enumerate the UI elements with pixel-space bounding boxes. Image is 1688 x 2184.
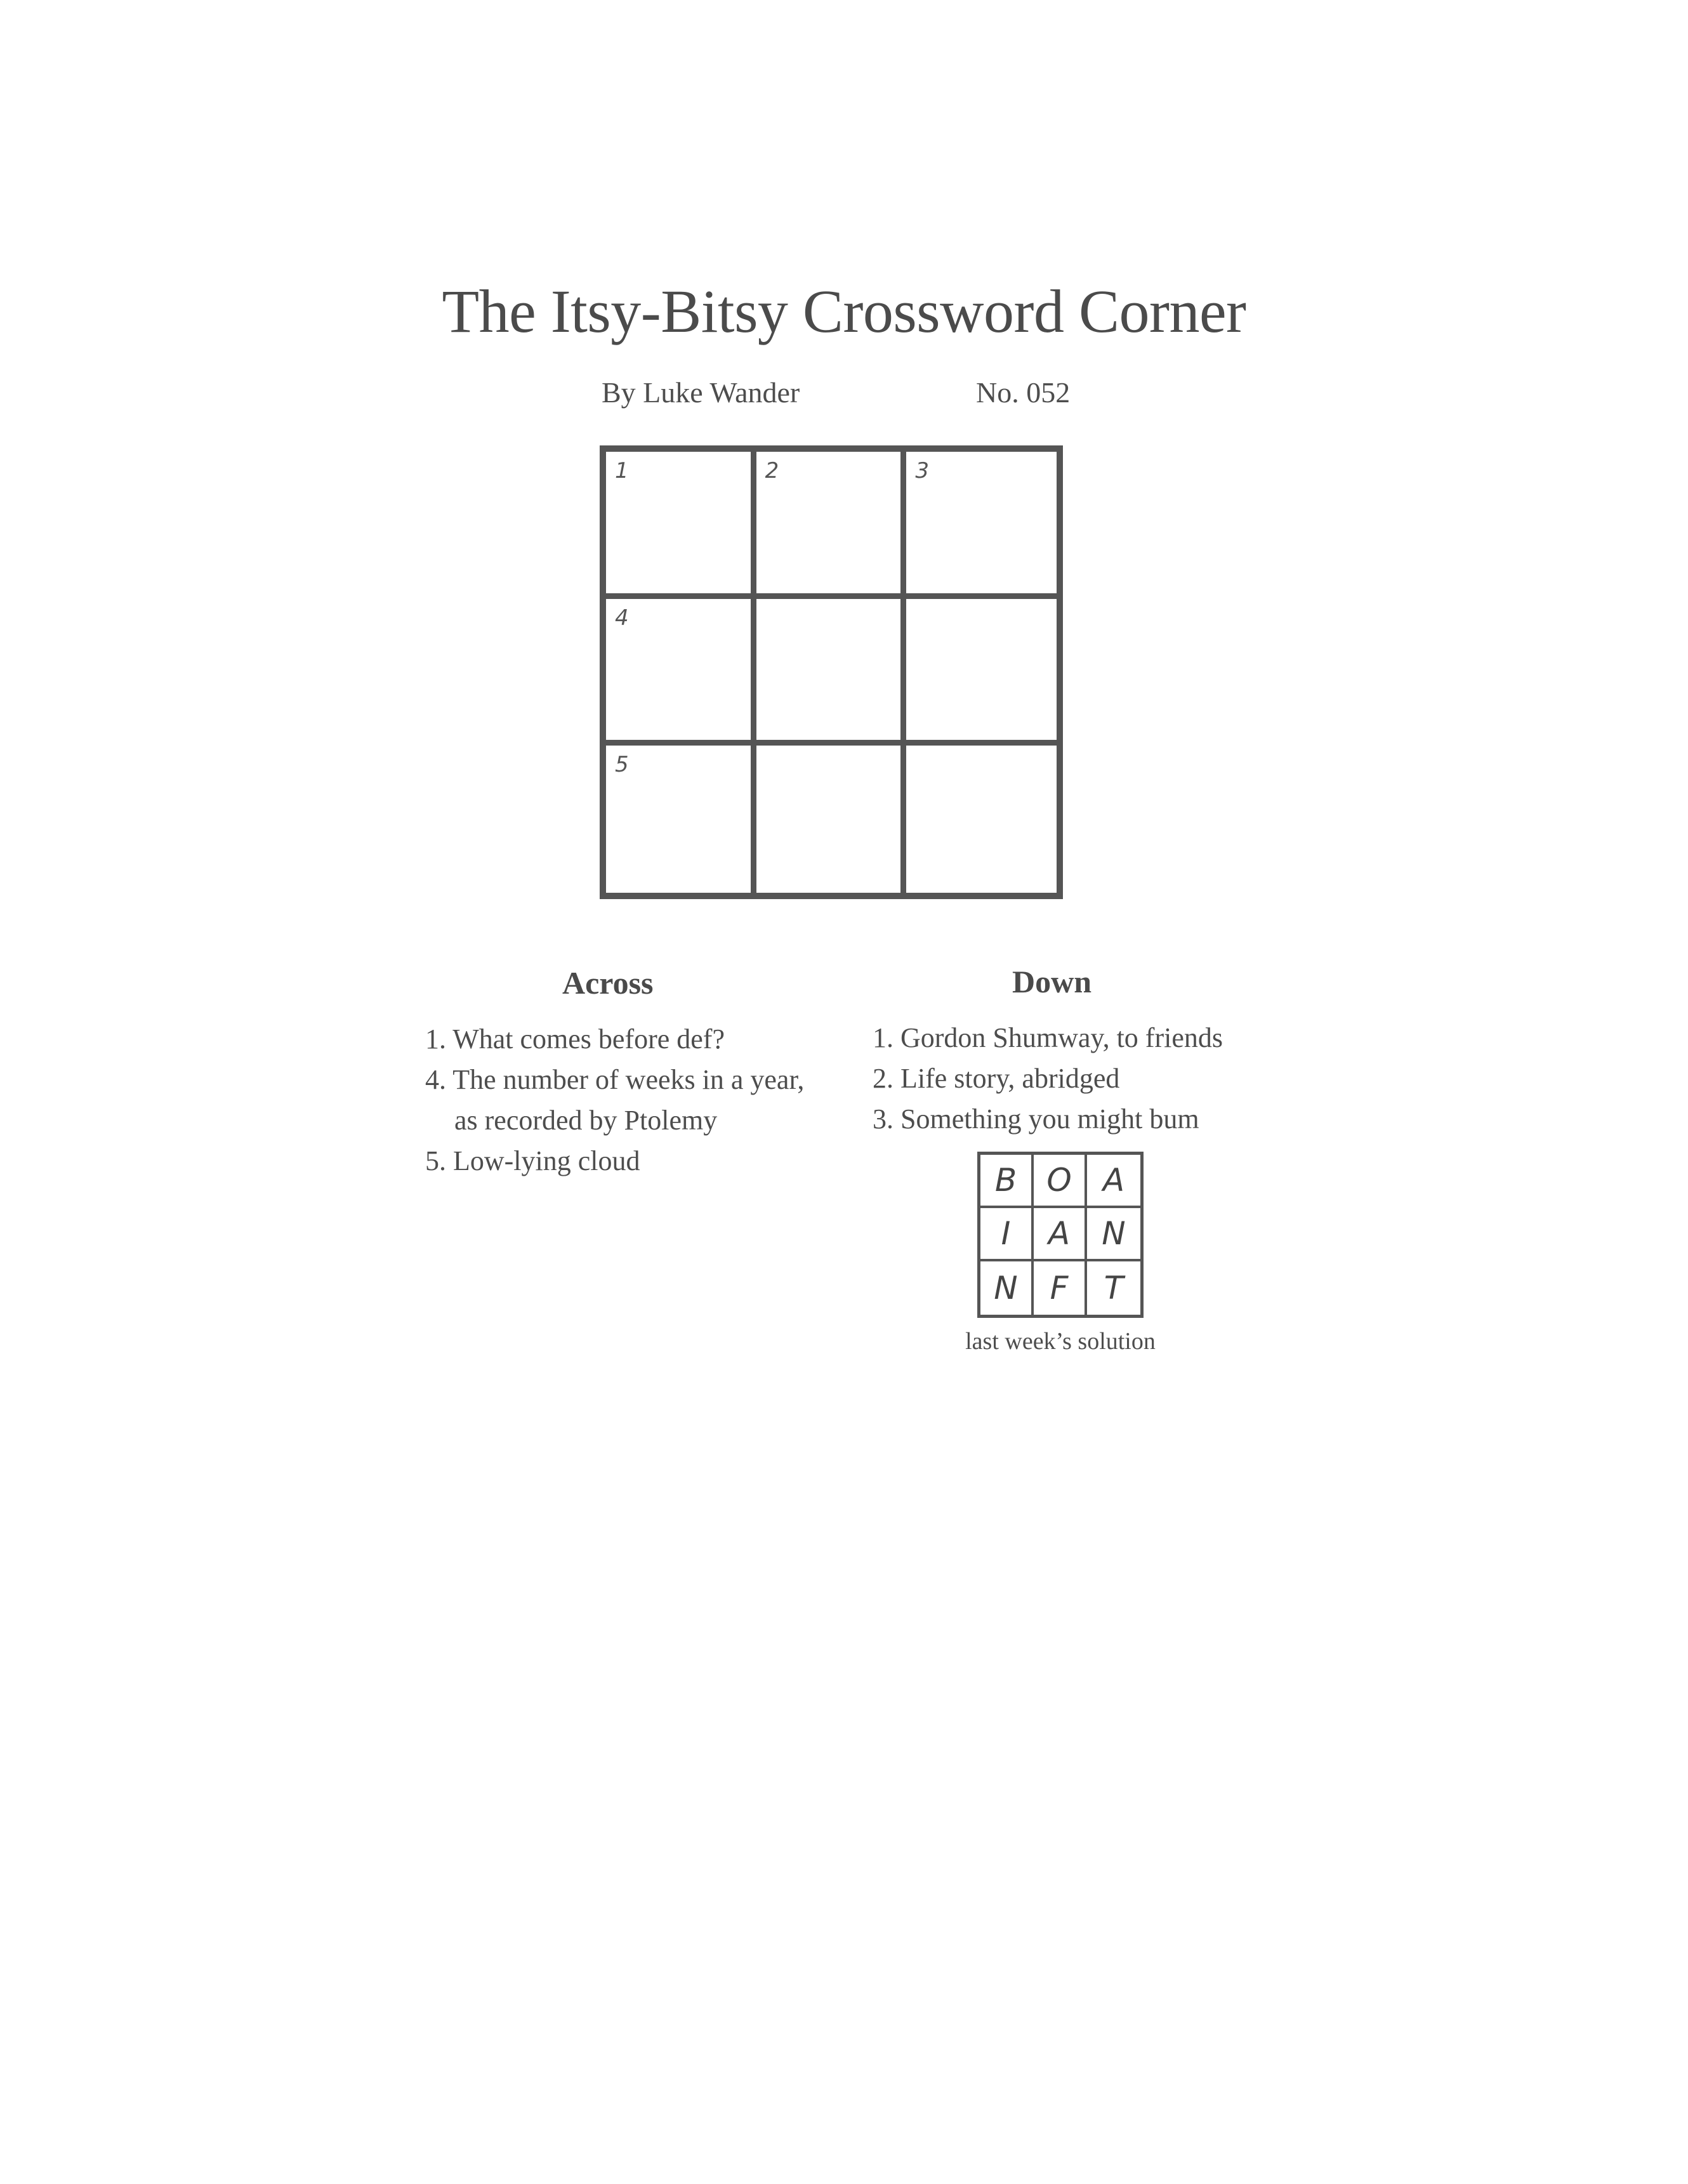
solution-letter: N [980, 1261, 1034, 1315]
across-clue-4 [425, 1060, 857, 1100]
solution-letter: N [1087, 1208, 1140, 1261]
clue-number: 3. [873, 1103, 893, 1135]
solution-letter: A [1034, 1208, 1087, 1261]
grid-cell-r1c2[interactable] [756, 452, 907, 599]
across-heading: Across [562, 965, 654, 1001]
clue-text: The number of weeks in a year, [452, 1064, 805, 1095]
clue-text: What comes before def? [452, 1023, 725, 1055]
cell-number: 4 [615, 605, 629, 631]
page-title: The Itsy-Bitsy Crossword Corner [442, 277, 1246, 345]
across-clue-5 [425, 1141, 857, 1181]
clue-text: Life story, abridged [900, 1063, 1120, 1094]
clue-text: Something you might bum [900, 1103, 1199, 1135]
grid-cell-r3c2[interactable] [756, 746, 907, 893]
grid-cell-r1c1[interactable] [606, 452, 756, 599]
grid-cell-r2c2[interactable] [756, 599, 907, 746]
cell-number: 5 [615, 752, 629, 778]
across-clue-list [425, 1019, 857, 1181]
grid-cell-r3c1[interactable] [606, 746, 756, 893]
clue-text: Gordon Shumway, to friends [900, 1022, 1223, 1053]
solution-letter: F [1034, 1261, 1087, 1315]
solution-caption: last week’s solution [965, 1328, 1156, 1355]
down-clue-3 [873, 1099, 1279, 1140]
crossword-grid [600, 445, 1063, 899]
cell-number: 2 [765, 458, 779, 484]
grid-cell-r1c3[interactable] [906, 452, 1057, 599]
across-clue-4-continuation: as recorded by Ptolemy [454, 1105, 718, 1136]
cell-number: 3 [915, 458, 929, 484]
clue-number: 5. [425, 1145, 446, 1176]
clue-number: 4. [425, 1064, 446, 1095]
solution-letter: O [1034, 1155, 1087, 1208]
grid-cell-r3c3[interactable] [906, 746, 1057, 893]
solution-letter: I [980, 1208, 1034, 1261]
grid-cell-r2c3[interactable] [906, 599, 1057, 746]
solution-letter: T [1104, 1270, 1124, 1306]
down-clue-list [873, 1018, 1279, 1140]
solution-letter: B [980, 1155, 1034, 1208]
grid-cell-r2c1[interactable] [606, 599, 756, 746]
across-clue-1 [425, 1019, 857, 1060]
down-clue-2 [873, 1058, 1279, 1099]
down-heading: Down [1012, 964, 1092, 999]
author-byline: By Luke Wander [602, 376, 800, 409]
cell-number: 1 [615, 458, 629, 484]
last-week-solution-grid [977, 1152, 1144, 1318]
clue-text: Low-lying cloud [453, 1145, 640, 1176]
clue-number: 2. [873, 1063, 893, 1094]
down-clue-1 [873, 1018, 1279, 1058]
clue-number: 1. [425, 1023, 446, 1055]
issue-number: No. 052 [976, 376, 1071, 409]
solution-letter: A [1087, 1155, 1140, 1208]
clue-number: 1. [873, 1022, 893, 1053]
